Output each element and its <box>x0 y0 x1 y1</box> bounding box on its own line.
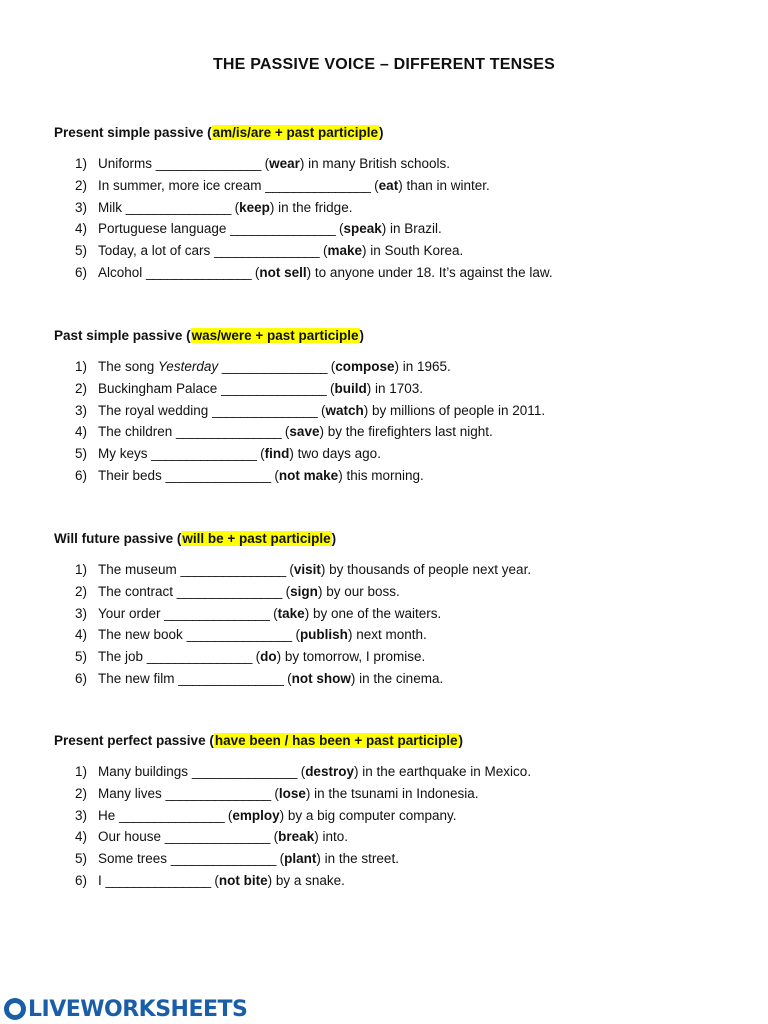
sentence-end: by the firefighters last night. <box>323 424 493 440</box>
sentence-end: in the earthquake in Mexico. <box>358 764 532 779</box>
logo-text: LIVEWORKSHEETS <box>28 996 248 1022</box>
liveworksheets-logo-icon <box>4 998 26 1020</box>
exercise-item <box>54 624 734 646</box>
verb-hint: compose <box>335 359 395 374</box>
item-number: 2) <box>75 380 88 396</box>
item-number: 5) <box>75 243 88 259</box>
exercise-item <box>54 559 734 581</box>
sentence-start: Alcohol <box>98 264 147 280</box>
item-number: 2) <box>75 177 88 193</box>
sentence-start: Milk <box>98 199 126 215</box>
item-number: 6) <box>75 872 88 888</box>
item-sentence: He _______________ (employ) by a big computer company. <box>98 807 457 823</box>
sentence-end: in the fridge. <box>274 199 353 215</box>
item-sentence: Our house _______________ (break) into. <box>98 829 348 845</box>
item-sentence: The song Yesterday _______________ (compose) in 1965. <box>98 359 451 374</box>
sentence-end: by millions of people in 2011. <box>368 402 546 418</box>
exercise-item <box>54 783 734 805</box>
item-number: 3) <box>75 402 88 418</box>
item-number: 5) <box>75 446 88 462</box>
verb-hint: lose <box>278 785 306 801</box>
answer-blank[interactable]: _______________ <box>151 446 257 462</box>
item-sentence: Uniforms _______________ (wear) in many British schools. <box>98 156 450 171</box>
exercise-item <box>54 175 734 197</box>
page-title: THE PASSIVE VOICE – DIFFERENT TENSES <box>212 56 556 73</box>
exercise-item <box>54 668 734 690</box>
section-heading <box>54 123 734 143</box>
item-sentence: Milk _______________ (keep) in the fridge. <box>98 199 353 215</box>
sentence-end: next month. <box>352 627 427 643</box>
answer-blank[interactable]: _______________ <box>164 605 270 621</box>
answer-blank[interactable]: _______________ <box>186 627 292 643</box>
liveworksheets-logo <box>4 994 247 1024</box>
section-heading <box>54 529 734 549</box>
item-number: 6) <box>75 670 88 686</box>
item-number: 4) <box>75 424 88 440</box>
item-sentence: The royal wedding _______________ (watch) by millions of people in 2011. <box>98 402 546 418</box>
item-sentence: My keys _______________ (find) two days ago. <box>98 446 381 462</box>
item-sentence: The new book _______________ (publish) next month. <box>98 627 427 643</box>
verb-hint: save <box>289 424 320 440</box>
heading-label: Will future passive ( <box>54 531 182 546</box>
heading-suffix: ) <box>379 125 384 140</box>
item-sentence: Portuguese language _______________ (speak) in Brazil. <box>98 221 442 237</box>
sentence-end: in 1703. <box>371 380 423 396</box>
sentence-start: In summer, more ice cream <box>98 177 266 193</box>
sentence-start: Our house <box>98 829 165 845</box>
item-number: 3) <box>75 199 88 215</box>
sentence-start: Your order <box>98 605 165 621</box>
item-number: 4) <box>75 829 88 845</box>
answer-blank[interactable]: _______________ <box>125 199 231 215</box>
item-sentence: The new film _______________ (not show) in the cinema. <box>98 670 444 686</box>
sentence-end: by one of the waiters. <box>309 605 442 621</box>
sentence-end: in many British schools. <box>304 156 450 171</box>
exercise-item <box>54 421 734 443</box>
item-sentence: Today, a lot of cars _______________ (make) in South Korea. <box>98 243 464 259</box>
item-sentence: Your order _______________ (take) by one of the waiters. <box>98 605 442 621</box>
item-number: 1) <box>75 156 88 171</box>
sentence-end: by our boss. <box>322 583 400 599</box>
sentence-end: two days ago. <box>293 446 381 462</box>
verb-hint: break <box>278 829 315 845</box>
answer-blank[interactable]: _______________ <box>119 807 225 823</box>
heading-suffix: ) <box>359 328 365 343</box>
item-number: 4) <box>75 221 88 237</box>
sentence-end: in the street. <box>320 851 399 867</box>
item-number: 1) <box>75 359 88 374</box>
section-heading <box>54 326 734 346</box>
verb-hint: not make <box>278 467 339 483</box>
heading-label: Present perfect passive ( <box>54 733 214 748</box>
sentence-start: Some trees <box>98 851 171 867</box>
exercise-item <box>54 356 734 378</box>
exercise-item <box>54 197 734 219</box>
answer-blank[interactable]: _______________ <box>221 380 327 396</box>
item-number: 6) <box>75 264 88 280</box>
verb-hint: publish <box>299 627 348 643</box>
sentence-end: in Brazil. <box>386 221 442 237</box>
item-number: 3) <box>75 605 88 621</box>
verb-hint: do <box>260 649 277 665</box>
verb-hint: take <box>277 605 305 621</box>
section-heading <box>54 731 734 751</box>
answer-blank[interactable]: _______________ <box>178 670 284 686</box>
exercise-item <box>54 805 734 827</box>
verb-hint: find <box>264 446 290 462</box>
exercise-item <box>54 153 734 175</box>
sentence-start: Uniforms <box>98 156 156 171</box>
sentence-start: Many lives <box>98 785 166 801</box>
item-sentence: The museum _______________ (visit) by thousands of people next year. <box>98 562 532 577</box>
exercise-list <box>54 559 734 690</box>
item-sentence: Alcohol _______________ (not sell) to anyone under 18. It’s against the law. <box>98 264 553 280</box>
item-sentence: Some trees _______________ (plant) in the street. <box>98 851 399 867</box>
item-number: 1) <box>75 764 88 779</box>
sentence-end: by a big computer company. <box>284 807 457 823</box>
sentence-end: by a snake. <box>272 872 345 888</box>
heading-label: Past simple passive ( <box>54 328 191 343</box>
answer-blank[interactable]: _______________ <box>146 649 252 665</box>
exercise-item <box>54 262 734 284</box>
sentence-end: by thousands of people next year. <box>325 562 532 577</box>
sentence-start: Their beds <box>98 467 166 483</box>
sentence-end: than in winter. <box>402 177 490 193</box>
item-number: 2) <box>75 785 88 801</box>
answer-blank[interactable]: _______________ <box>191 764 297 779</box>
verb-hint: visit <box>293 562 321 577</box>
sentence-start: He <box>98 807 120 823</box>
section-3 <box>54 529 734 690</box>
verb-hint: build <box>334 380 367 396</box>
sentence-end: to anyone under 18. It’s against the law. <box>311 264 553 280</box>
sentence-start: The children <box>98 424 177 440</box>
answer-blank[interactable]: _______________ <box>105 872 211 888</box>
answer-blank[interactable]: _______________ <box>221 359 327 374</box>
verb-hint: wear <box>269 156 300 171</box>
item-sentence: The children _______________ (save) by the firefighters last night. <box>98 424 493 440</box>
answer-blank[interactable]: _______________ <box>165 785 271 801</box>
exercise-item <box>54 826 734 848</box>
verb-hint: not bite <box>218 872 268 888</box>
answer-blank[interactable]: _______________ <box>180 562 286 577</box>
sentence-start: The museum <box>98 562 181 577</box>
exercise-list <box>54 356 734 487</box>
heading-highlight: was/were + past participle <box>191 328 359 343</box>
item-sentence: Many buildings _______________ (destroy) in the earthquake in Mexico. <box>98 764 532 779</box>
answer-blank[interactable]: _______________ <box>230 221 336 237</box>
verb-hint: make <box>327 243 362 259</box>
item-number: 2) <box>75 583 88 599</box>
verb-hint: eat <box>378 177 399 193</box>
sentence-start: The contract <box>98 583 177 599</box>
answer-blank[interactable]: _______________ <box>170 851 276 867</box>
exercise-item <box>54 646 734 668</box>
heading-highlight: have been / has been + past participle <box>214 733 458 748</box>
section-2 <box>54 326 734 487</box>
verb-hint: not sell <box>259 264 307 280</box>
sentence-start: I <box>98 872 106 888</box>
exercise-list <box>54 153 734 284</box>
heading-label: Present simple passive ( <box>54 125 212 140</box>
item-sentence: In summer, more ice cream _______________ (eat) than in winter. <box>98 177 490 193</box>
answer-blank[interactable]: _______________ <box>176 583 282 599</box>
exercise-item <box>54 378 734 400</box>
sentence-end: in the tsunami in Indonesia. <box>310 785 479 801</box>
exercise-item <box>54 603 734 625</box>
item-sentence: Many lives _______________ (lose) in the tsunami in Indonesia. <box>98 785 479 801</box>
exercise-item <box>54 443 734 465</box>
sentence-end: by tomorrow, I promise. <box>281 649 426 665</box>
sentence-start: The song <box>98 359 159 374</box>
item-number: 3) <box>75 807 88 823</box>
exercise-item <box>54 848 734 870</box>
exercise-list <box>54 761 734 892</box>
item-number: 5) <box>75 851 88 867</box>
answer-blank[interactable]: _______________ <box>146 264 252 280</box>
sentence-end: in South Korea. <box>366 243 464 259</box>
sentence-end: into. <box>318 829 348 845</box>
heading-highlight: am/is/are + past participle <box>212 125 379 140</box>
exercise-item <box>54 240 734 262</box>
verb-hint: destroy <box>305 764 354 779</box>
answer-blank[interactable]: _______________ <box>212 402 318 418</box>
section-4 <box>54 731 734 892</box>
section-1 <box>54 123 734 284</box>
sentence-start: The job <box>98 649 147 665</box>
sentence-start: Today, a lot of cars <box>98 243 215 259</box>
sentence-end: in the cinema. <box>355 670 444 686</box>
heading-suffix: ) <box>331 531 337 546</box>
answer-blank[interactable]: _______________ <box>165 467 271 483</box>
verb-hint: employ <box>232 807 280 823</box>
item-sentence: Buckingham Palace _______________ (build) in 1703. <box>98 380 423 396</box>
heading-suffix: ) <box>458 733 464 748</box>
exercise-item <box>54 465 734 487</box>
exercise-item <box>54 870 734 892</box>
item-number: 6) <box>75 467 88 483</box>
song-title: Yesterday <box>158 359 219 374</box>
sentence-start: My keys <box>98 446 152 462</box>
sentence-end: this morning. <box>342 467 424 483</box>
sentence-start: Portuguese language <box>98 221 231 237</box>
sentence-start: Buckingham Palace <box>98 380 222 396</box>
exercise-item <box>54 218 734 240</box>
heading-highlight: will be + past participle <box>182 531 331 546</box>
verb-hint: watch <box>325 402 364 418</box>
item-sentence: The contract _______________ (sign) by our boss. <box>98 583 400 599</box>
verb-hint: not show <box>291 670 351 686</box>
sentence-start: Many buildings <box>98 764 192 779</box>
answer-blank[interactable]: _______________ <box>176 424 282 440</box>
answer-blank[interactable]: _______________ <box>164 829 270 845</box>
verb-hint: speak <box>343 221 382 237</box>
item-sentence: Their beds _______________ (not make) this morning. <box>98 467 424 483</box>
sentence-start: The new book <box>98 627 187 643</box>
sentence-end: in 1965. <box>399 359 451 374</box>
exercise-item <box>54 400 734 422</box>
item-number: 5) <box>75 649 88 665</box>
exercise-item <box>54 581 734 603</box>
answer-blank[interactable]: _______________ <box>214 243 320 259</box>
verb-hint: sign <box>290 583 318 599</box>
item-number: 4) <box>75 627 88 643</box>
item-sentence: The job _______________ (do) by tomorrow, I promise. <box>98 649 426 665</box>
item-number: 1) <box>75 562 88 577</box>
sentence-start: The royal wedding <box>98 402 213 418</box>
verb-hint: keep <box>239 199 270 215</box>
exercise-item <box>54 761 734 783</box>
answer-blank[interactable]: _______________ <box>265 177 371 193</box>
item-sentence: I _______________ (not bite) by a snake. <box>98 872 345 888</box>
sentence-start: The new film <box>98 670 179 686</box>
answer-blank[interactable]: _______________ <box>155 156 261 171</box>
verb-hint: plant <box>284 851 317 867</box>
